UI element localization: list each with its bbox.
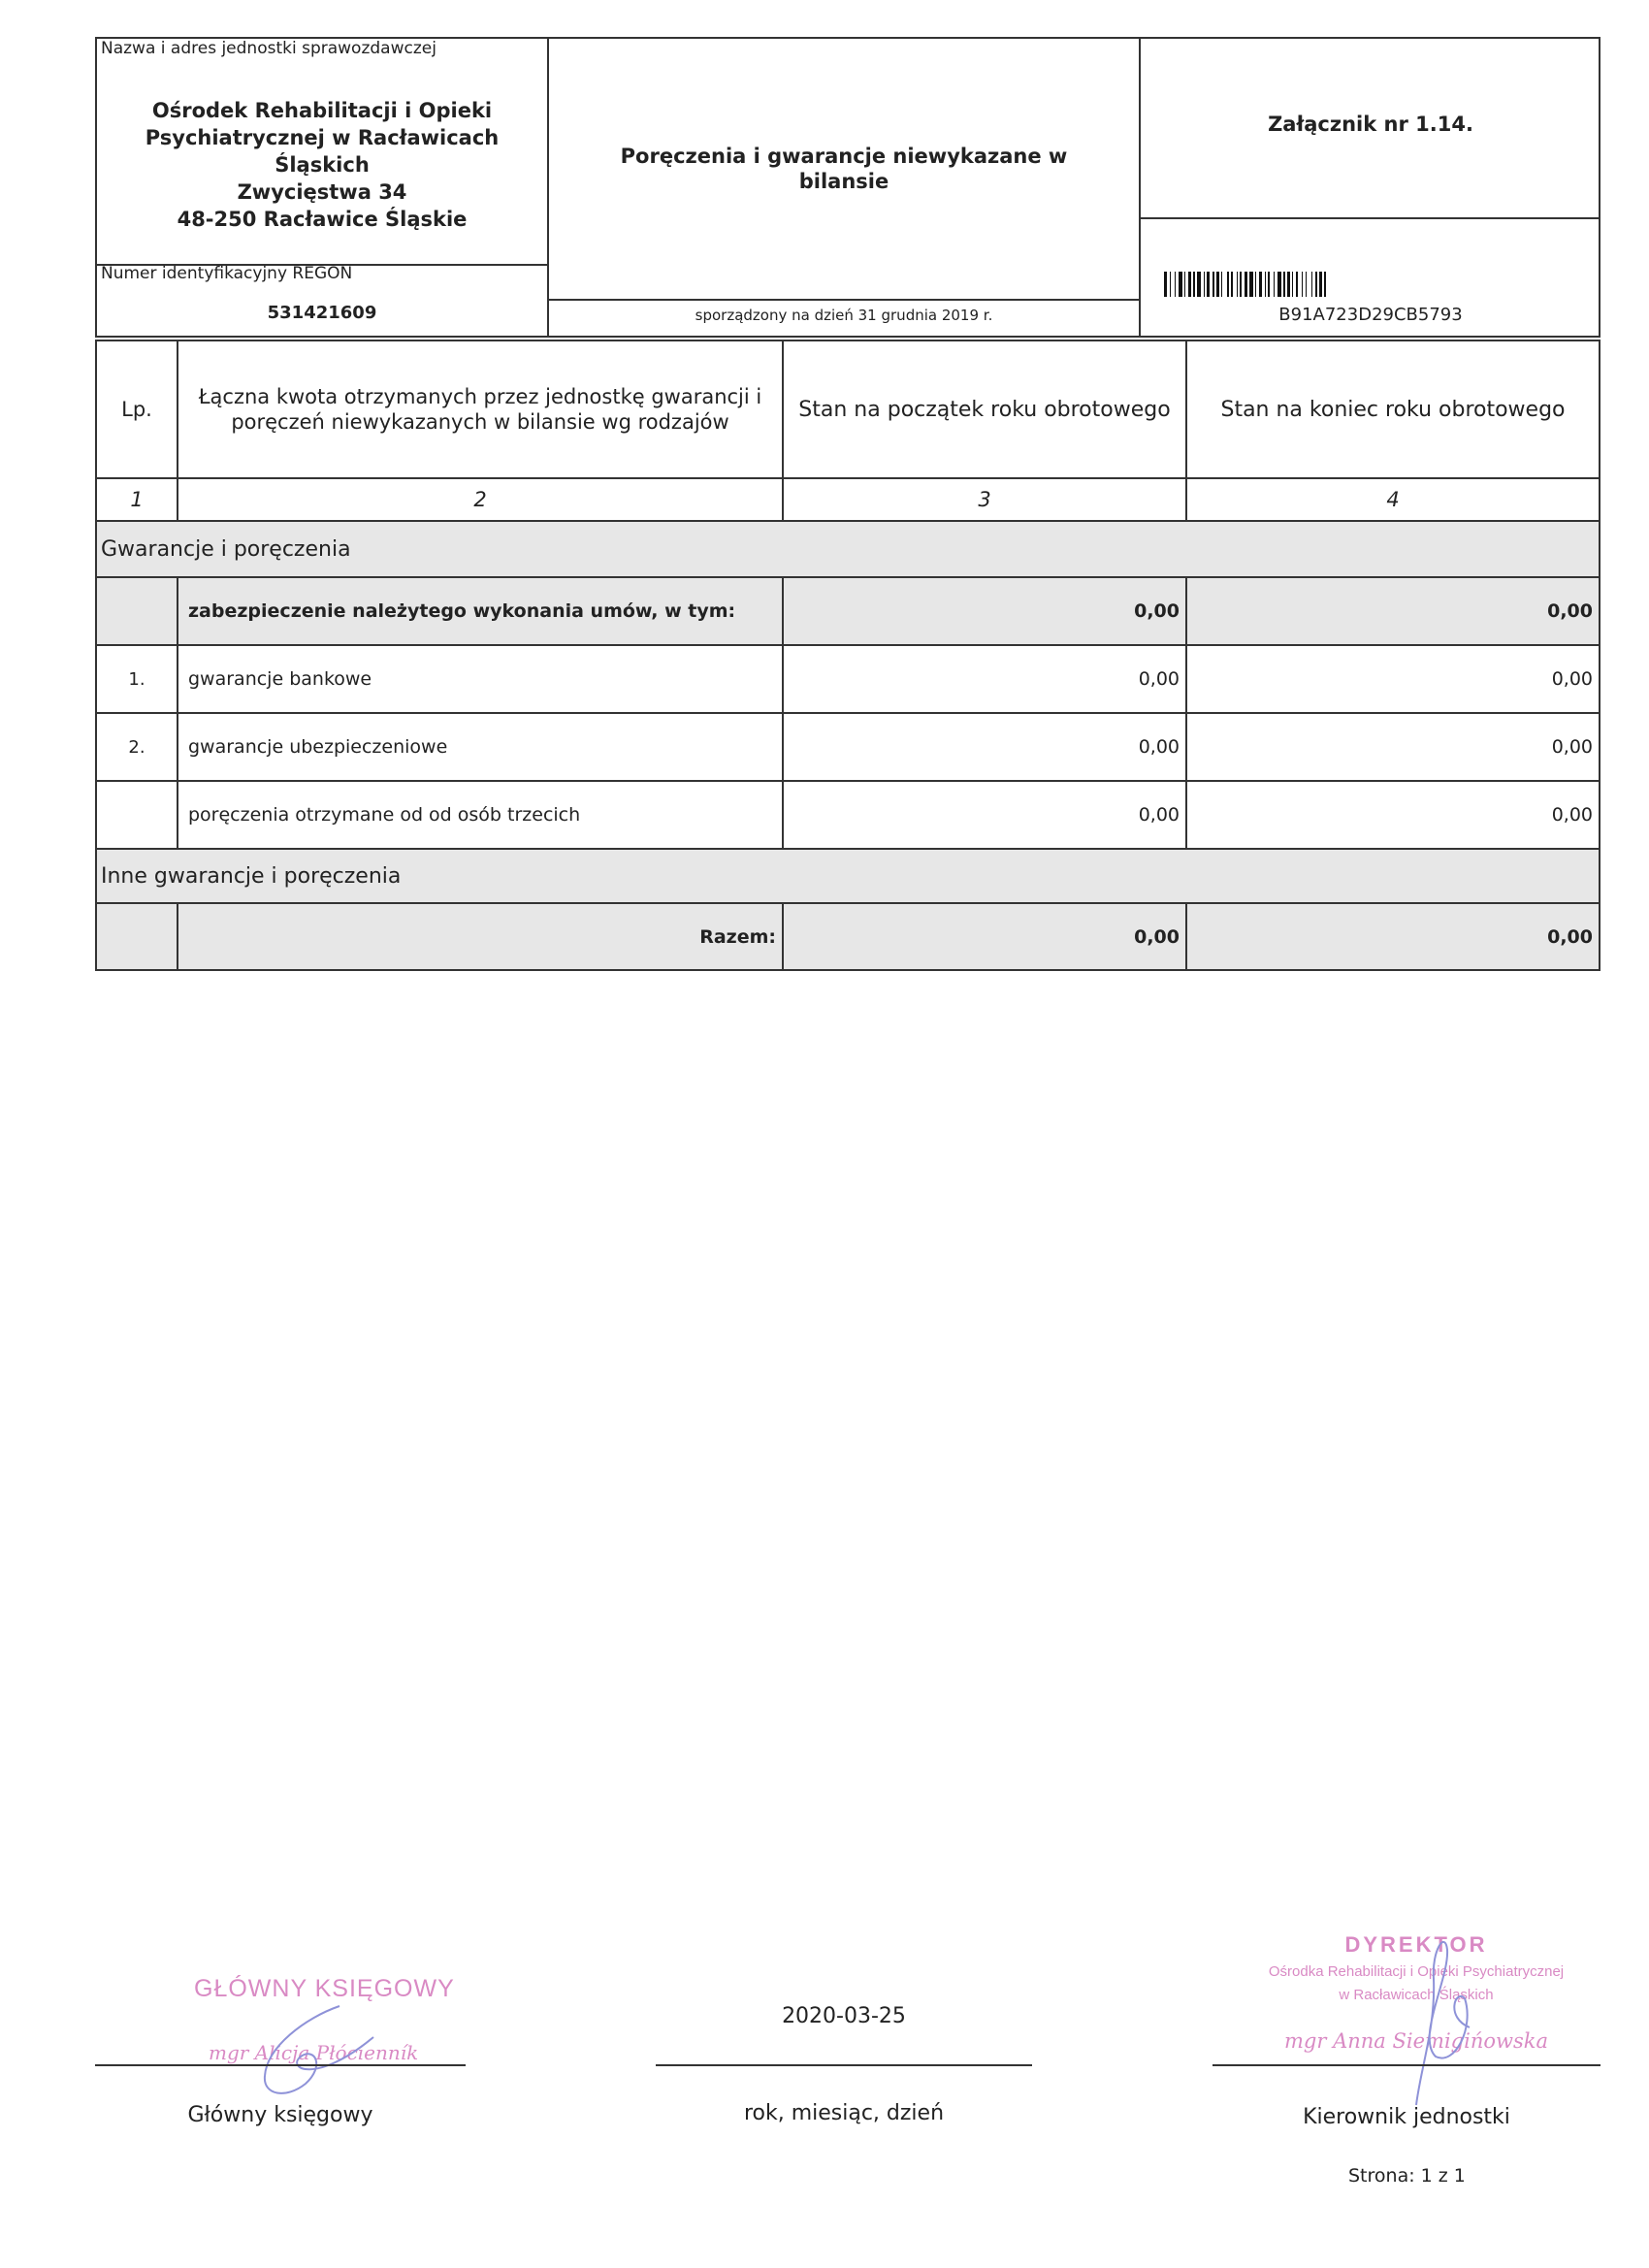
prepared-date: sporządzony na dzień 31 grudnia 2019 r. (695, 307, 993, 324)
accountant-stamp-name: mgr Alicja Płócienník (209, 2041, 419, 2064)
barcode-code: B91A723D29CB5793 (1278, 305, 1463, 325)
title-line: Poręczenia i gwarancje niewykazane w (620, 145, 1068, 168)
table-row-name: poręczenia otrzymane od od osób trzecich (188, 804, 581, 826)
col-number: 3 (978, 488, 991, 511)
table-row-lp: 1. (128, 668, 146, 690)
barcode (1164, 272, 1571, 297)
table-row-end: 0,00 (1551, 668, 1593, 690)
accountant-label: Główny księgowy (187, 2103, 373, 2127)
unit-name-line: Psychiatrycznej w Racławicach (145, 126, 500, 149)
table-row-start: 0,00 (784, 578, 1185, 644)
col-line (177, 479, 178, 522)
col-line (782, 576, 784, 850)
table-row-lp (97, 782, 177, 848)
regon-number: 531421609 (267, 303, 377, 323)
col-number: 2 (473, 488, 487, 511)
unit-name-line: Ośrodek Rehabilitacji i Opieki (151, 99, 493, 122)
regon-label: Numer identyfikacyjny REGON (101, 264, 353, 283)
col-line (1185, 340, 1187, 522)
table-row-start: 0,00 (1138, 804, 1180, 826)
section-other-guarantees: Inne gwarancje i poręczenia (97, 850, 1599, 902)
col-line (177, 340, 178, 479)
unit-name-line: Zwycięstwa 34 (237, 180, 407, 204)
unit-name-line: Śląskich (275, 153, 370, 177)
table-row-start: 0,00 (1138, 668, 1180, 690)
total-end: 0,00 (1187, 904, 1599, 969)
table-row-lp: 2. (128, 736, 146, 758)
col-line (782, 340, 784, 522)
col-line (1185, 576, 1187, 850)
col-line (177, 576, 178, 850)
date-label: rok, miesiąc, dzień (743, 2101, 945, 2125)
page-number: Strona: 1 z 1 (1348, 2165, 1466, 2187)
col-header-end: Stan na koniec roku obrotowego (1220, 397, 1566, 422)
director-stamp-line: w Racławicach Śląskich (1339, 1987, 1494, 2003)
divider (547, 299, 1141, 301)
director-line (1212, 2064, 1600, 2066)
col-line (1185, 902, 1187, 971)
table-row-end: 0,00 (1551, 804, 1593, 826)
title-line: bilansie (798, 170, 889, 193)
director-stamp-title: DYREKTOR (1344, 1932, 1488, 1957)
accountant-stamp: GŁÓWNY KSIĘGOWY (194, 1975, 455, 2002)
table-row-name: gwarancje bankowe (188, 668, 372, 690)
total-lp (97, 904, 177, 969)
table-row-start: 0,00 (1138, 736, 1180, 758)
table-row-end: 0,00 (1187, 578, 1599, 644)
col-header-lp: Lp. (121, 398, 152, 421)
col-header-description: Łączna kwota otrzymanych przez jednostkę gwarancji i poręczeń niewykazanych w bilansie wg rodzajów (198, 385, 762, 434)
attachment-number: Załącznik nr 1.14. (1268, 113, 1473, 136)
table-row-name: gwarancje ubezpieczeniowe (188, 736, 448, 758)
accountant-signature (247, 1998, 383, 2105)
unit-name (97, 97, 547, 233)
unit-name-line: 48-250 Racławice Śląskie (177, 208, 468, 231)
total-label: Razem: (178, 904, 782, 969)
col-line (177, 902, 178, 971)
total-start: 0,00 (784, 904, 1185, 969)
col-number: 4 (1386, 488, 1400, 511)
col-line (782, 902, 784, 971)
signature-date: 2020-03-25 (782, 2004, 906, 2028)
director-label: Kierownik jednostki (1303, 2105, 1510, 2129)
name-label: Nazwa i adres jednostki sprawozdawczej (101, 39, 436, 58)
director-stamp-name: mgr Anna Siemigińowska (1284, 2029, 1548, 2053)
divider (1139, 37, 1141, 338)
document-title (549, 144, 1139, 194)
section-guarantees: Gwarancje i poręczenia (97, 522, 1599, 576)
table-row-name: zabezpieczenie należytego wykonania umów, w tym: (178, 578, 782, 644)
col-number: 1 (130, 488, 144, 511)
table-row-end: 0,00 (1551, 736, 1593, 758)
divider (1139, 217, 1600, 219)
accountant-line (95, 2064, 466, 2066)
table-row-lp (97, 578, 177, 644)
director-stamp-line: Ośrodka Rehabilitacji i Opieki Psychiatrycznej (1268, 1963, 1565, 1980)
director-signature (1377, 1921, 1494, 2115)
date-line (656, 2064, 1032, 2066)
col-header-start: Stan na początek roku obrotowego (798, 397, 1171, 422)
